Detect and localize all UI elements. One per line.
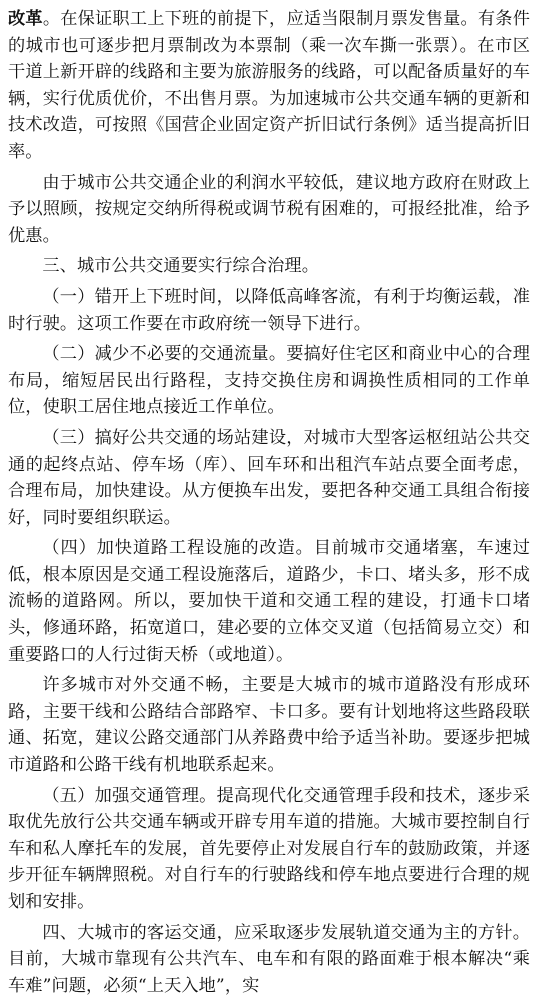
paragraph-2: 由于城市公共交通企业的利润水平较低，建议地方政府在财政上予以照顾，按规定交纳所得税或调节税有困难的，可报经批准，给予优惠。 <box>8 172 530 246</box>
paragraph-item-2: （二）减少不必要的交通流量。要搞好住宅区和商业中心的合理布局，缩短居民出行路程，支持交换住房和调换性质相同的工作单位，使职工居住地点接近工作单位。 <box>8 344 530 418</box>
section-heading-3: 三、城市公共交通要实行综合治理。 <box>42 256 319 277</box>
paragraph-item-3: （三）搞好公共交通的场站建设，对城市大型客运枢纽站公共交通的起终点站、停车场（库）、回车环和出租汽车站点要全面考虑，合理布局，加快建设。从方便换车出发，要把各种交通工具组合衔接好，同时要组织联运。 <box>8 427 530 528</box>
paragraph-1-text: 。在保证职工上下班的前提下，应适当限制月票发售量。有条件的城市也可逐步把月票制改为本票制（乘一次车撕一张票）。在市区干道上新开辟的线路和主要为旅游服务的线路，可以配备质量好的车辆，实行优质优价，不出售月票。为加速城市公共交通车辆的更新和技术改造，可按照《国营企业固定资产折旧试行条例》适当提高折旧率。 <box>8 9 530 162</box>
paragraph-item-4: （四）加快道路工程设施的改造。目前城市交通堵塞，车速过低，根本原因是交通工程设施落后，道路少，卡口、堵头多，形不成流畅的道路网。所以，要加快干道和交通工程的建设，打通卡口堵头，修通环路，拓宽道口，建必要的立体交叉道（包括简易立交）和重要路口的人行过街天桥（或地道）。 <box>8 538 530 665</box>
paragraph-1 <box>8 6 530 166</box>
paragraph-item-1: （一）错开上下班时间，以降低高峰客流，有利于均衡运载，准时行驶。这项工作要在市政府统一领导下进行。 <box>8 286 530 334</box>
paragraph-external-traffic: 许多城市对外交通不畅，主要是大城市的城市道路没有形成环路，主要干线和公路结合部路窄、卡口多。要有计划地将这些路段联通、拓宽，建议公路交通部门从养路费中给予适当补助。要逐步把城市道路和公路干线有机地联系起来。 <box>8 675 530 776</box>
paragraph-1-lead: 改革 <box>8 9 43 29</box>
section-heading-4: 四、大城市的客运交通，应采取逐步发展轨道交通为主的方针。目前，大城市靠现有公共汽车、电车和有限的路面难于根本解决“乘车难”问题，必须“上天入地”，实 <box>8 922 530 996</box>
paragraph-item-5: （五）加强交通管理。提高现代化交通管理手段和技术，逐步采取优先放行公共交通车辆或开辟专用车道的措施。大城市要控制自行车和私人摩托车的发展，首先要停止对发展自行车的鼓励政策，并逐步开征车辆牌照税。对自行车的行驶路线和停车地点要进行合理的规划和安排。 <box>8 785 530 912</box>
